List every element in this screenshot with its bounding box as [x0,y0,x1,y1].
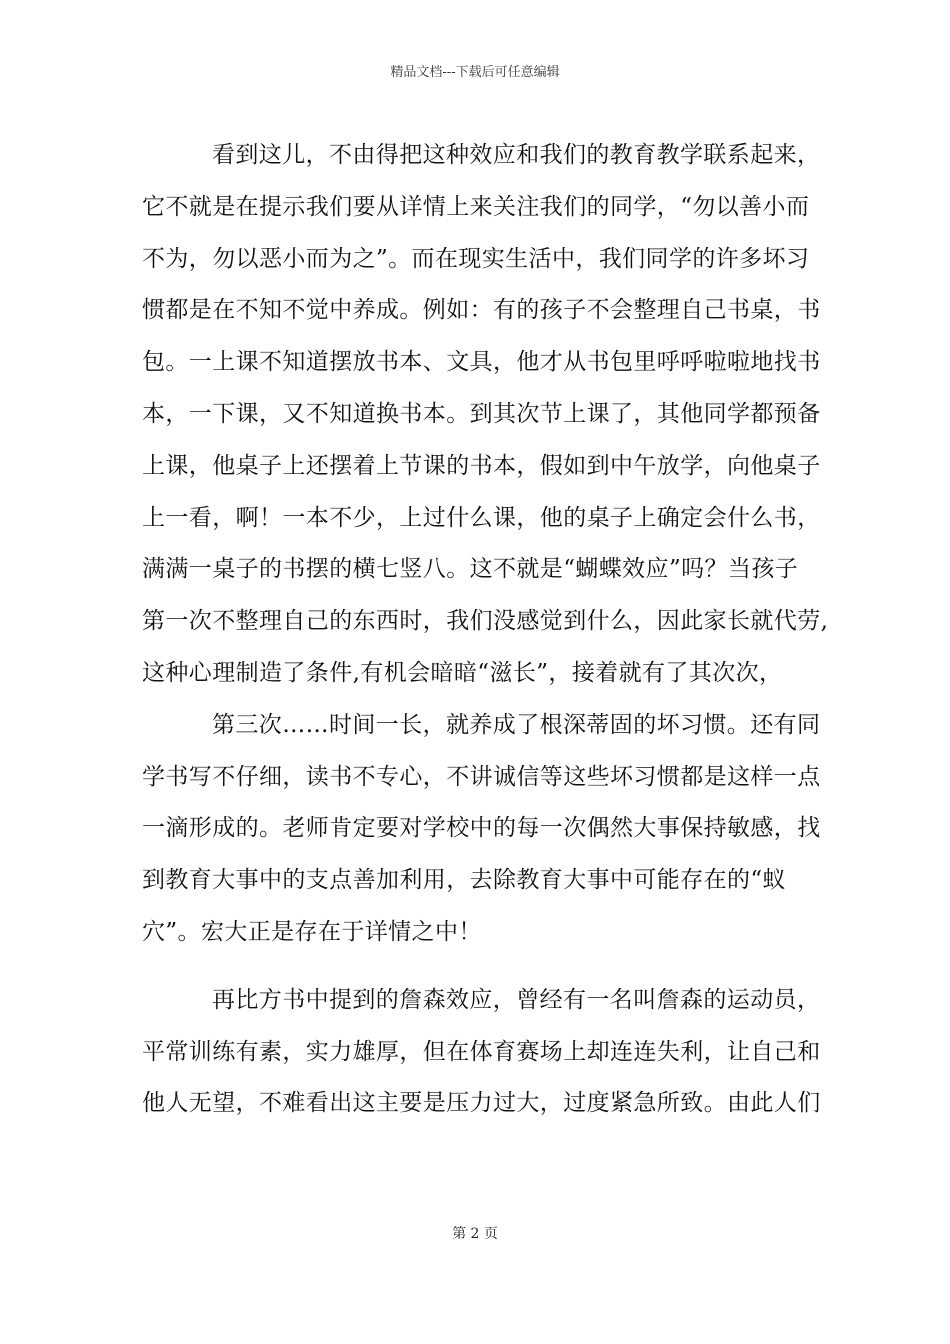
document-body [142,130,829,1130]
text-line: 满满一桌子的书摆的横七竖八。这不就是“蝴蝶效应”吗？当孩子 [142,556,799,583]
page-number: 第 2 页 [452,1226,498,1242]
text-line: 本，一下课，又不知道换书本。到其次节上课了，其他同学都预备 [142,400,821,427]
text-line: 他人无望，不难看出这主要是压力过大，过度紧急所致。由此人们 [142,1090,821,1117]
text-line: 一滴形成的。老师肯定要对学校中的每一次偶然大事保持敏感，找 [142,815,821,842]
text-line: 第一次不整理自己的东西时，我们没感觉到什么，因此家长就代劳, [142,608,829,635]
text-line: 上课，他桌子上还摆着上节课的书本，假如到中午放学，向他桌子 [142,452,821,479]
text-line: 惯都是在不知不觉中养成。例如：有的孩子不会整理自己书桌，书 [142,297,821,324]
text-line: 再比方书中提到的詹森效应，曾经有一名叫詹森的运动员， [212,986,821,1013]
text-line: 平常训练有素，实力雄厚，但在体育赛场上却连连失利，让自己和 [142,1038,821,1065]
text-line: 这种心理制造了条件,有机会暗暗“滋长”，接着就有了其次次， [142,659,783,686]
text-line: 第三次……时间一长，就养成了根深蒂固的坏习惯。还有同 [212,711,821,738]
page-header: 精品文档---下载后可任意编辑 [390,65,560,80]
text-line: 它不就是在提示我们要从详情上来关注我们的同学，“勿以善小而 [142,193,810,220]
text-line: 看到这儿，不由得把这种效应和我们的教育教学联系起来， [212,142,821,168]
paragraph-1 [142,130,829,700]
text-line: 上一看，啊！一本不少，上过什么课，他的桌子上确定会什么书， [142,504,821,531]
text-line: 穴”。宏大正是存在于详情之中！ [142,918,482,945]
text-line: 不为，勿以恶小而为之”。而在现实生活中，我们同学的许多坏习 [142,245,810,272]
paragraph-gap [142,959,814,975]
paragraph-3 [142,975,821,1130]
paragraph-2 [142,700,821,959]
text-line: 包。一上课不知道摆放书本、文具，他才从书包里呼呼啦啦地找书 [142,349,821,376]
text-line: 到教育大事中的支点善加利用，去除教育大事中可能存在的“蚁 [142,867,786,894]
text-line: 学书写不仔细，读书不专心，不讲诚信等这些坏习惯都是这样一点 [142,763,821,790]
